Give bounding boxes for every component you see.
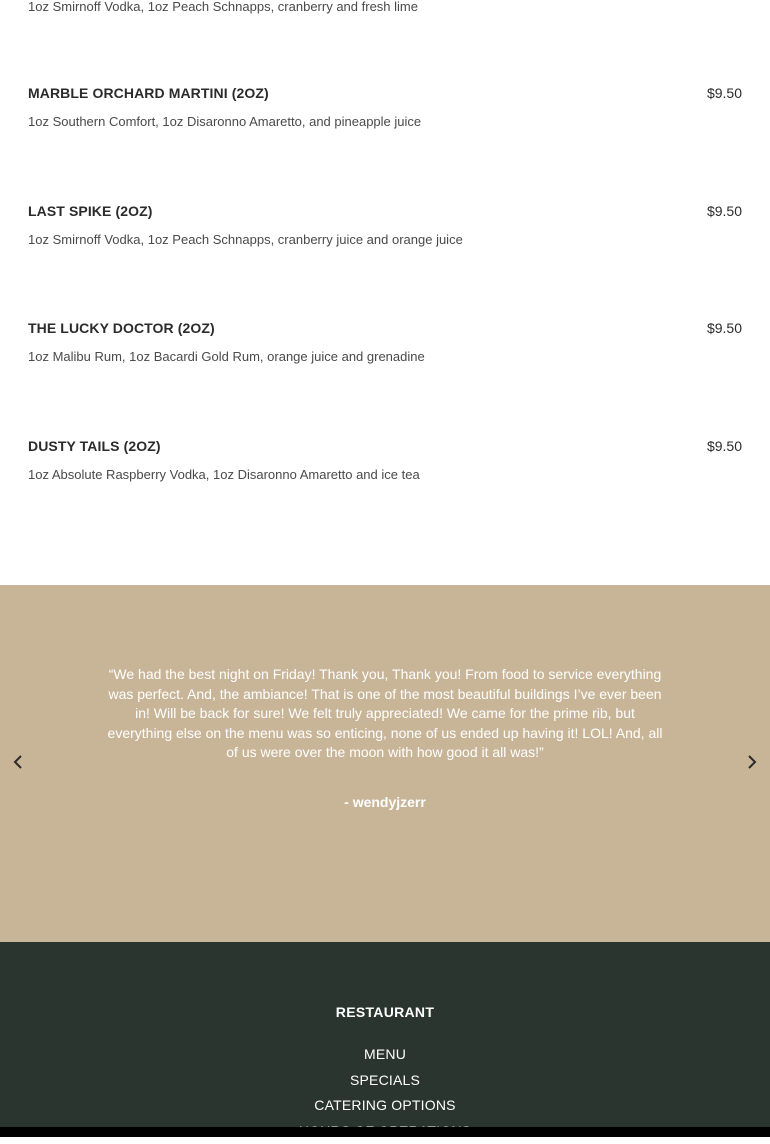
menu-item-name: THE LUCKY DOCTOR (2OZ): [28, 320, 215, 336]
menu-item-name: MARBLE ORCHARD MARTINI (2OZ): [28, 85, 269, 101]
testimonial-author: - wendyjzerr: [0, 794, 770, 810]
site-footer: [0, 942, 770, 1137]
footer-link-catering-options[interactable]: CATERING OPTIONS: [0, 1093, 770, 1119]
footer-heading: RESTAURANT: [0, 1004, 770, 1020]
menu-item-price: $9.50: [707, 85, 742, 101]
menu-item-name: DUSTY TAILS (2OZ): [28, 438, 161, 454]
menu-item-description: 1oz Smirnoff Vodka, 1oz Peach Schnapps, cranberry and fresh lime: [28, 0, 418, 14]
menu-item-description: 1oz Absolute Raspberry Vodka, 1oz Disaronno Amaretto and ice tea: [28, 467, 420, 482]
testimonial-quote: “We had the best night on Friday! Thank you, Thank you! From food to service everything was perfect. And, the ambiance! That is one of the most beautiful buildings I’ve ever been in! Will be back for sure! We felt truly appreciated! We came for the prime rib, but everything else on the menu was so enticing, none of us ended up having it! LOL! And, all of us were over the moon with how good it all was!”: [104, 665, 666, 763]
carousel-prev-button[interactable]: [8, 752, 28, 772]
menu-item-description: 1oz Malibu Rum, 1oz Bacardi Gold Rum, orange juice and grenadine: [28, 349, 425, 364]
menu-item-name: LAST SPIKE (2OZ): [28, 203, 153, 219]
footer-link-menu[interactable]: MENU: [0, 1042, 770, 1068]
menu-item-price: $9.50: [707, 320, 742, 336]
testimonial-carousel: [0, 585, 770, 942]
chevron-left-icon: [8, 752, 28, 772]
bottom-bar: [0, 1127, 770, 1137]
chevron-right-icon: [742, 752, 762, 772]
menu-item-price: $9.50: [707, 203, 742, 219]
menu-item-price: $9.50: [707, 438, 742, 454]
menu-item-description: 1oz Smirnoff Vodka, 1oz Peach Schnapps, cranberry juice and orange juice: [28, 232, 463, 247]
footer-link-specials[interactable]: SPECIALS: [0, 1068, 770, 1094]
carousel-next-button[interactable]: [742, 752, 762, 772]
menu-item-description: 1oz Southern Comfort, 1oz Disaronno Amaretto, and pineapple juice: [28, 114, 421, 129]
